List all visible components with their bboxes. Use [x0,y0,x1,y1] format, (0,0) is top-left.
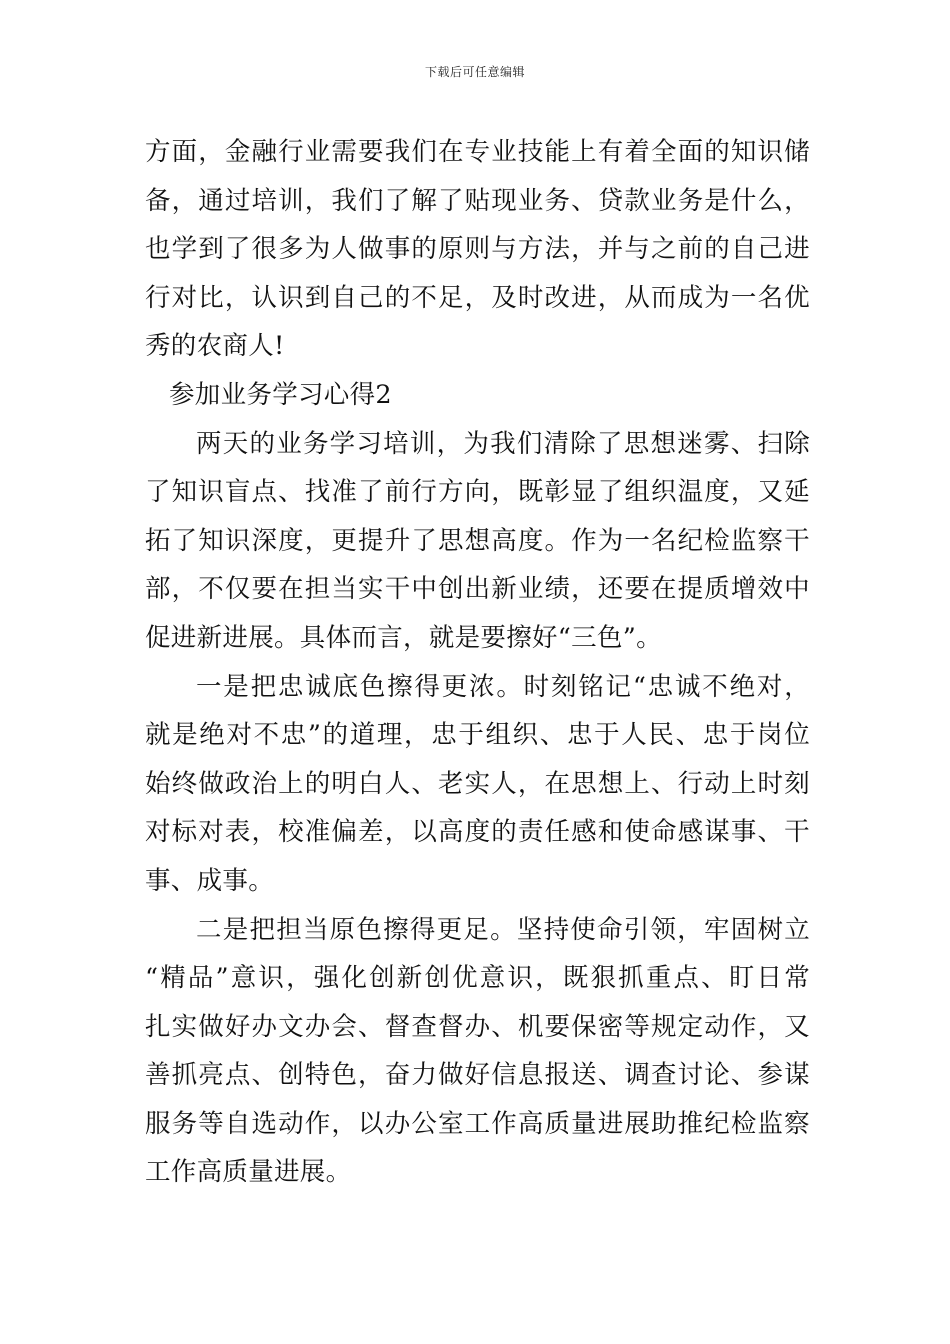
paragraph [145,420,810,663]
text-line: 也学到了很多为人做事的原则与方法，并与之前的自己进 [145,234,810,265]
section-heading [145,371,810,420]
text-line: 工作高质量进展。 [145,1157,352,1188]
text-line: 二是把担当原色擦得更足。坚持使命引领，牢固树立 [196,914,810,945]
text-line: 服务等自选动作，以办公室工作高质量进展助推纪检监察 [145,1108,810,1139]
text-line: 善抓亮点、创特色，奋力做好信息报送、调查讨论、参谋 [145,1060,810,1091]
text-line: 行对比，认识到自己的不足，及时改进，从而成为一名优 [145,282,810,313]
paragraph [145,906,810,1198]
paragraph [145,663,810,906]
heading-text: 参加业务学习心得2 [169,379,392,410]
text-line: 方面，金融行业需要我们在专业技能上有着全面的知识储 [145,137,810,167]
text-line: 一是把忠诚底色擦得更浓。时刻铭记“忠诚不绝对， [196,671,810,702]
text-line: 秀的农商人! [145,331,285,362]
text-line: 备，通过培训，我们了解了贴现业务、贷款业务是什么， [145,185,810,216]
text-line: 扎实做好办文办会、督查督办、机要保密等规定动作，又 [145,1011,810,1042]
paragraph [145,128,810,371]
text-line: 事、成事。 [145,865,275,896]
text-line: 对标对表，校准偏差，以高度的责任感和使命感谋事、干 [145,817,810,848]
text-line: 促进新进展。具体而言，就是要擦好“三色”。 [145,622,662,653]
page-header: 下载后可任意编辑 [424,65,525,79]
text-line: 拓了知识深度，更提升了思想高度。作为一名纪检监察干 [145,525,810,556]
document-body [145,128,810,1197]
text-line: 就是绝对不忠”的道理，忠于组织、忠于人民、忠于岗位 [145,720,810,751]
text-line: 两天的业务学习培训，为我们清除了思想迷雾、扫除 [196,428,810,459]
text-line: 部，不仅要在担当实干中创出新业绩，还要在提质增效中 [145,574,810,605]
text-line: 了知识盲点、找准了前行方向，既彰显了组织温度，又延 [145,477,810,508]
text-line: 始终做政治上的明白人、老实人，在思想上、行动上时刻 [145,768,810,799]
text-line: “精品”意识，强化创新创优意识，既狠抓重点、盯日常 [145,963,810,994]
